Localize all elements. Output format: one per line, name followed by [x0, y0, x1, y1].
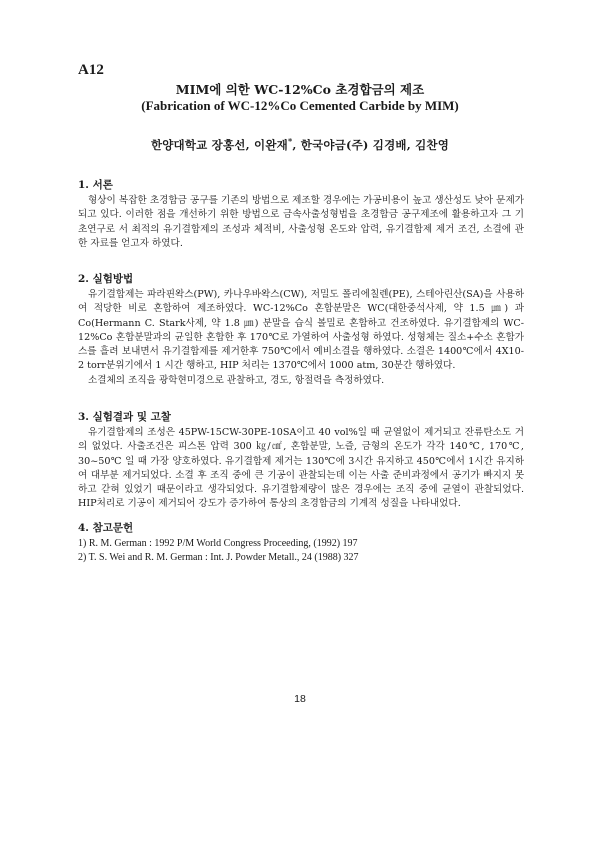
reference-item: 1) R. M. German : 1992 P/M World Congress Proceeding, (1992) 197	[78, 538, 358, 549]
reference-item: 2) T. S. Wei and R. M. German : Int. J. Powder Metall., 24 (1988) 327	[78, 552, 359, 563]
section-paragraph: 소결체의 조직을 광학현미경으로 관찰하고, 경도, 항절력을 측정하였다.	[88, 374, 385, 386]
section-results	[78, 410, 524, 512]
abstract-code: A12	[78, 62, 104, 78]
section-heading: 2. 실험방법	[78, 273, 134, 285]
authors-line	[0, 136, 600, 153]
page-number: 18	[294, 693, 306, 705]
title-english: (Fabrication of WC-12%Co Cemented Carbide by MIM)	[141, 98, 459, 113]
section-heading: 1. 서론	[78, 179, 113, 191]
section-references	[78, 521, 524, 565]
section-heading: 4. 참고문헌	[78, 522, 134, 534]
authors-primary: 한양대학교 장홍선, 이완재	[150, 137, 288, 152]
section-heading: 3. 실험결과 및 고찰	[78, 411, 171, 423]
section-introduction	[78, 178, 524, 251]
section-methods	[78, 272, 524, 388]
section-paragraph: 유기결합제의 조성은 45PW-15CW-30PE-10SA이고 40 vol%일 때 균열없이 제거되고 잔류탄소도 거의 없었다. 사출조건은 피스톤 압력 300 ㎏/㎠, 혼합분말, 노즐, 금형의 온도가 각각 140℃, 170℃, 30~50℃ 일 때 가장 양호하였다. 유기결합제 제거는 130℃에 3시간 유지하고 450℃에서 1시간 유지하여 대부분 제거되었다. 소결 후 조직 중에 큰 기공이 관찰되는데 이는 사출 준비과정에서 공기가 빠지지 못하고 갇혀 있었기 때문이라고 생각되었다. 유기결합제량이 많은 경우에는 조직 중에 균열이 관찰되었다. HIP처리로 기공이 제거되어 강도가 증가하여 통상의 초경합금의 기계적 성질을 나타내었다.	[78, 427, 524, 510]
authors-secondary: , 한국야금(주) 김경배, 김찬영	[292, 137, 450, 152]
corresponding-author-mark: *	[287, 136, 293, 146]
section-paragraph: 형상이 복잡한 초경합금 공구를 기존의 방법으로 제조할 경우에는 가공비용이 높고 생산성도 낮아 문제가 되고 있다. 이러한 점을 개선하기 위한 방법으로 금속사출성형법을 초경합금 공구제조에 활용하고자 그 기초연구로 서 최적의 유기결합제의 조성과 체적비, 사출성형 온도와 압력, 유기결합제 제거 조건, 소결에 관한 자료를 얻고자 하였다.	[78, 195, 524, 249]
title-korean: MIM에 의한 WC-12%Co 초경합금의 제조	[175, 82, 425, 97]
section-paragraph: 유기결합제는 파라핀왁스(PW), 카나우바왁스(CW), 저밀도 폴리에칠렌(PE), 스테아린산(SA)을 사용하여 적당한 비로 혼합하여 제조하였다. WC-12%Co 혼합분말은 WC(대한중석사제, 약 1.5 ㎛) 과 Co(Hermann C. Stark사제, 약 1.8 ㎛) 분말을 습식 볼밀로 혼합하고 건조하였다. 유기결합제의 WC-12%Co 혼합분말과의 균일한 혼합한 후 170℃로 가열하여 사출성형 하였다. 성형체는 질소+수소 혼합가스를 흘려 보내면서 유기결합제를 제거한후 750℃에서 예비소결을 행하였다. 소결은 1400℃에서 4X10-2 torr분위기에서 1 시간 행하고, HIP 처리는 1370℃에서 1000 atm, 30분간 행하였다.	[78, 289, 524, 372]
